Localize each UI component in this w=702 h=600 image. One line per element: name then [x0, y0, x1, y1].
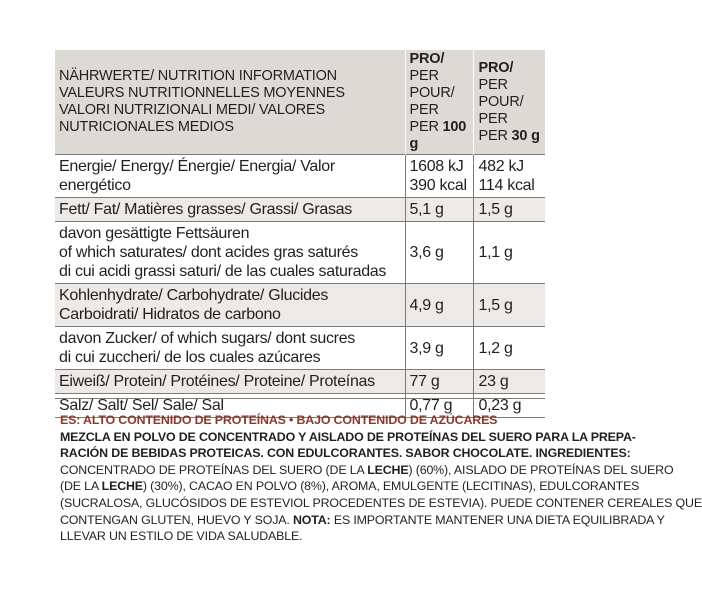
nutrient-label-line: Salz/ Salt/ Sel/ Sale/ Sal	[59, 397, 224, 414]
header-col2-bold1: PRO/	[478, 59, 514, 76]
nutrient-row	[55, 155, 545, 198]
value-per-30g-line: 1,5 g	[478, 296, 513, 314]
value-per-30g	[473, 284, 545, 327]
nutrient-label-line: Eiweiß/ Protein/ Protéines/ Proteine/ Proteínas	[59, 373, 375, 390]
value-per-100g	[405, 155, 473, 198]
product-description-line: RACIÓN DE BEBIDAS PROTEICAS. CON EDULCORANTES. SABOR CHOCOLATE. INGREDIENTES:	[60, 446, 631, 461]
nutrient-label-line: Fett/ Fat/ Matières grasses/ Grassi/ Grasas	[59, 201, 352, 218]
value-per-100g-line: 3,6 g	[409, 244, 444, 261]
header-col1-text3: PER	[409, 119, 443, 135]
nutrient-label	[55, 370, 405, 394]
value-per-30g-line: 1,2 g	[478, 339, 513, 357]
nutrient-label-line: Kohlenhydrate/ Carbohydrate/ Glucides	[59, 287, 329, 304]
value-per-30g-line: 1,1 g	[478, 244, 513, 261]
header-col2-line2: POUR/ PER	[478, 93, 524, 127]
nutrient-label	[55, 327, 405, 370]
nutrient-label-line: davon Zucker/ of which sugars/ dont sucres	[59, 330, 355, 347]
header-col1-bold1: PRO/	[409, 51, 445, 67]
value-per-30g-line: 23 g	[478, 373, 509, 390]
value-per-100g	[405, 327, 473, 370]
value-per-30g-line: 114 kcal	[478, 177, 535, 194]
header-col2-amount: 30 g	[511, 127, 540, 144]
header-col2-text1: PER	[478, 76, 508, 93]
nutrient-label-line: davon gesättigte Fettsäuren	[59, 225, 250, 242]
value-per-100g	[405, 370, 473, 394]
header-per-100g	[405, 50, 473, 155]
allergen-milk: LECHE	[367, 462, 409, 477]
value-per-30g	[473, 370, 545, 394]
nutrient-label	[55, 155, 405, 198]
header-label	[55, 50, 405, 155]
nutrient-row	[55, 327, 545, 370]
value-per-30g-line: 0,23 g	[478, 397, 522, 414]
value-per-100g-line: 1608 kJ	[409, 158, 464, 175]
value-per-30g-line: 1,5 g	[478, 201, 513, 218]
header-per-30g	[473, 50, 545, 155]
value-per-100g-line: 0,77 g	[409, 397, 453, 414]
table-header	[55, 50, 545, 155]
nutrition-table	[55, 50, 545, 418]
header-col1-text1: PER	[409, 68, 439, 84]
value-per-100g	[405, 284, 473, 327]
ingredients-line: CONTENGAN GLUTEN, HUEVO Y SOJA. NOTA: ES IMPORTANTE MANTENER UNA DIETA EQUILIBRADA Y	[60, 512, 665, 527]
nutrient-row	[55, 370, 545, 394]
ingredients-line: LLEVAR UN ESTILO DE VIDA SALUDABLE.	[60, 529, 303, 544]
divider	[55, 398, 545, 399]
nutrient-label	[55, 222, 405, 284]
value-per-100g-line: 5,1 g	[409, 201, 444, 218]
header-label-line: NÄHRWERTE/ NUTRITION INFORMATION	[59, 68, 337, 84]
allergen-milk: LECHE	[101, 479, 143, 494]
header-col1-line2: POUR/ PER	[409, 85, 455, 118]
nutrient-row	[55, 198, 545, 222]
ingredients-line: (DE LA LECHE) (30%), CACAO EN POLVO (8%), AROMA, EMULGENTE (LECITINAS), EDULCORANTES	[60, 479, 640, 494]
nutrient-label-line: of which saturates/ dont acides gras saturés	[59, 244, 358, 261]
value-per-30g	[473, 327, 545, 370]
ingredients-line: (SUCRALOSA, GLUCÓSIDOS DE ESTEVIOL PROCEDENTES DE ESTEVIA). PUEDE CONTENER CEREALES QUE	[60, 495, 702, 510]
spanish-info	[60, 412, 702, 545]
header-label-line: VALEURS NUTRITIONNELLES MOYENNES	[59, 85, 345, 101]
value-per-100g-line: 4,9 g	[409, 296, 444, 314]
nutrient-label	[55, 198, 405, 222]
product-description-line: MEZCLA EN POLVO DE CONCENTRADO Y AISLADO DE PROTEÍNAS DEL SUERO PARA LA PREPA-	[60, 429, 636, 444]
ingredients-line: CONCENTRADO DE PROTEÍNAS DEL SUERO (DE LA LECHE) (60%), AISLADO DE PROTEÍNAS DEL SUERO	[60, 462, 674, 477]
nutrient-row	[55, 222, 545, 284]
value-per-100g-line: 390 kcal	[409, 177, 467, 194]
note-label: NOTA:	[292, 512, 331, 527]
nutrient-label-line: di cui acidi grassi saturi/ de las cuales saturadas	[59, 263, 387, 280]
value-per-100g-line: 77 g	[409, 373, 440, 390]
nutrient-label-line: Energie/ Energy/ Énergie/ Energia/ Valor energético	[59, 158, 335, 194]
nutrient-label-line: di cui zuccheri/ de los cuales azúcares	[59, 349, 321, 366]
value-per-30g-line: 482 kJ	[478, 158, 524, 175]
value-per-30g	[473, 222, 545, 284]
nutrient-label-line: Carboidrati/ Hidratos de carbono	[59, 306, 281, 323]
value-per-30g	[473, 198, 545, 222]
spanish-claims: ES: ALTO CONTENIDO DE PROTEÍNAS • BAJO CONTENIDO DE AZÚCARES	[60, 413, 498, 427]
nutrient-label	[55, 284, 405, 327]
nutrient-row	[55, 284, 545, 327]
value-per-100g-line: 3,9 g	[409, 339, 444, 357]
value-per-100g	[405, 222, 473, 284]
value-per-30g	[473, 155, 545, 198]
header-label-line: VALORI NUTRIZIONALI MEDI/ VALORES NUTRICIONALES MEDIOS	[59, 102, 325, 135]
value-per-100g	[405, 198, 473, 222]
header-col1-amount: 100 g	[409, 119, 467, 152]
header-col2-text3: PER	[478, 127, 512, 144]
